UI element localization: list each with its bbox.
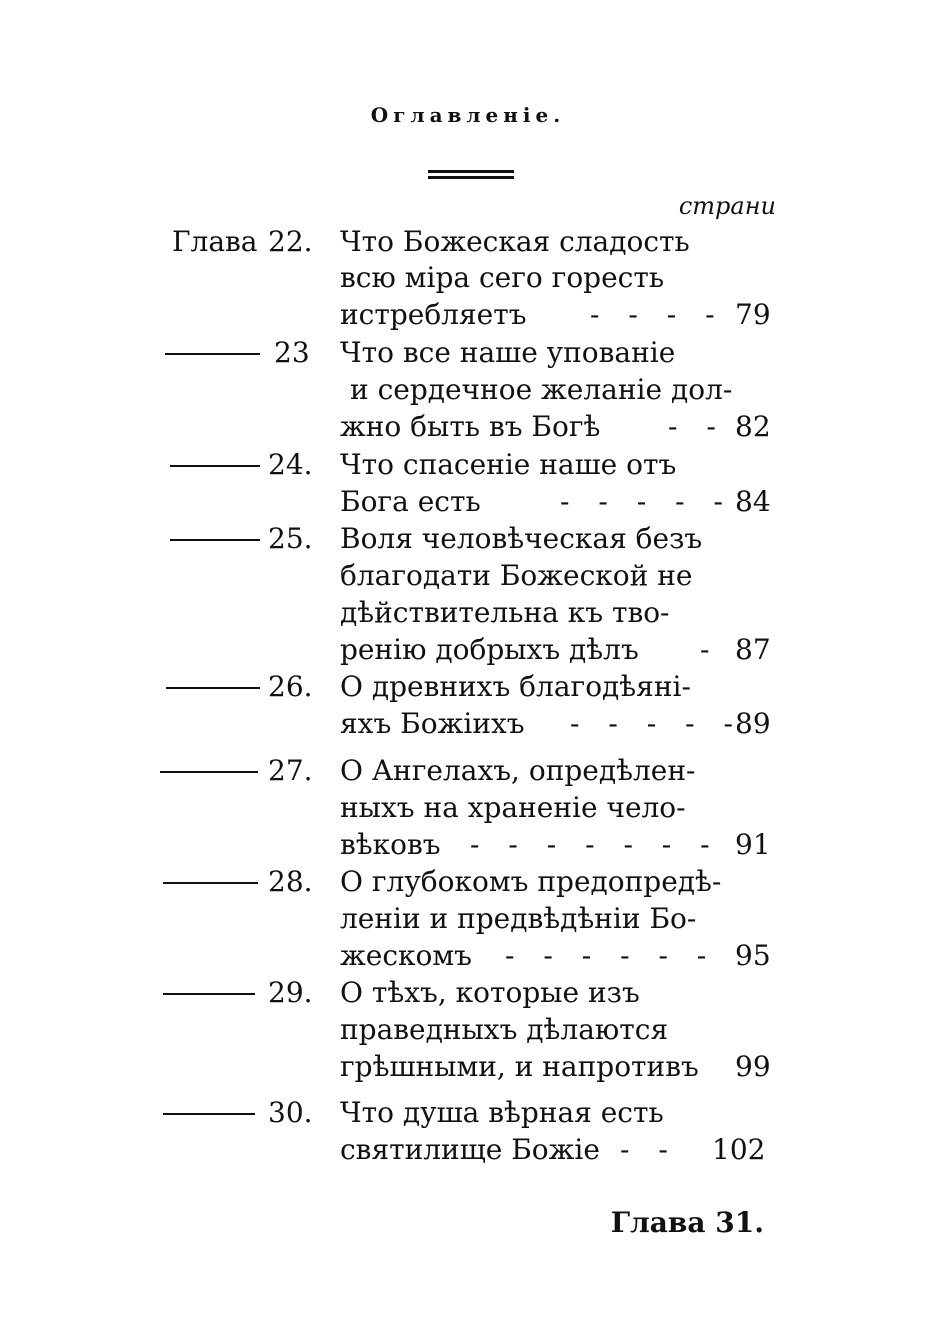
- chapter-number: 23: [274, 336, 310, 369]
- page-number: 91: [735, 828, 771, 861]
- chapter-number: 27.: [268, 754, 313, 787]
- page-number: 84: [735, 485, 771, 518]
- chapter-number: 24.: [268, 448, 313, 481]
- ditto-rule: [163, 993, 255, 995]
- page-number: 82: [735, 410, 771, 443]
- dot-leader: - - - - - -: [505, 939, 717, 972]
- entry-text: святилище Божіе: [340, 1133, 600, 1166]
- entry-text: праведныхъ дѣлаются: [340, 1013, 669, 1046]
- ditto-rule: [166, 687, 260, 689]
- entry-text: жно быть въ Богѣ: [340, 410, 601, 443]
- entry-text: грѣшными, и напротивъ: [340, 1050, 699, 1083]
- entry-text: и сердечное желаніе дол-: [350, 373, 733, 406]
- entry-text: дѣйствительна къ тво-: [340, 596, 670, 629]
- entry-text: О тѣхъ, которые изъ: [340, 976, 640, 1009]
- page-number: 99: [735, 1050, 771, 1083]
- entry-text: Воля человѣческая безъ: [340, 522, 703, 555]
- ditto-rule: [170, 539, 260, 541]
- page-column-header: страни: [678, 192, 776, 220]
- entry-text: Что спасеніе наше отъ: [340, 448, 677, 481]
- chapter-number: 30.: [268, 1096, 313, 1129]
- dot-leader: - - - - - - -: [470, 828, 720, 861]
- double-rule-divider: [428, 170, 514, 179]
- dot-leader: - - - - -: [560, 485, 733, 518]
- entry-text: яхъ Божіихъ: [340, 707, 525, 740]
- entry-text: ныхъ на храненіе чело-: [340, 791, 686, 824]
- page-number: 95: [735, 939, 771, 972]
- page-number: 79: [735, 298, 771, 331]
- chapter-number: 29.: [268, 976, 313, 1009]
- dot-leader: - - - - -: [570, 707, 743, 740]
- chapter-prefix: Глава: [172, 225, 258, 258]
- chapter-number: 28.: [268, 865, 313, 898]
- entry-text: благодати Божеской не: [340, 559, 693, 592]
- ditto-rule: [160, 771, 258, 773]
- entry-text: Что все наше упованіе: [340, 336, 676, 369]
- entry-text: Что Божеская сладость: [340, 225, 690, 258]
- dot-leader: - -: [668, 410, 726, 443]
- ditto-rule: [163, 882, 258, 884]
- catchword: Глава 31.: [610, 1206, 764, 1239]
- entry-text: истребляетъ: [340, 298, 527, 331]
- chapter-number: 25.: [268, 522, 313, 555]
- ditto-rule: [165, 353, 260, 355]
- dot-leader: -: [700, 633, 720, 666]
- entry-text: вѣковъ: [340, 828, 441, 861]
- ditto-rule: [163, 1113, 255, 1115]
- page-number: 87: [735, 633, 771, 666]
- entry-text: О Ангелахъ, опредѣлен-: [340, 754, 696, 787]
- entry-text: всю міра сего горесть: [340, 261, 665, 294]
- entry-text: О древнихъ благодѣяні-: [340, 670, 691, 703]
- page-heading: Оглавленіе.: [370, 103, 566, 127]
- entry-text: жескомъ: [340, 939, 472, 972]
- entry-text: О глубокомъ предопредѣ-: [340, 865, 722, 898]
- page-number: 89: [735, 707, 771, 740]
- dot-leader: - - - -: [590, 298, 725, 331]
- chapter-number: 26.: [268, 670, 313, 703]
- dot-leader: - -: [620, 1133, 678, 1166]
- entry-text: Бога есть: [340, 485, 481, 518]
- ditto-rule: [170, 465, 260, 467]
- page-number: 102: [712, 1133, 766, 1166]
- entry-text: Что душа вѣрная есть: [340, 1096, 664, 1129]
- entry-text: ренію добрыхъ дѣлъ: [340, 633, 639, 666]
- chapter-number: 22.: [268, 225, 313, 258]
- entry-text: леніи и предвѣдѣніи Бо-: [340, 902, 697, 935]
